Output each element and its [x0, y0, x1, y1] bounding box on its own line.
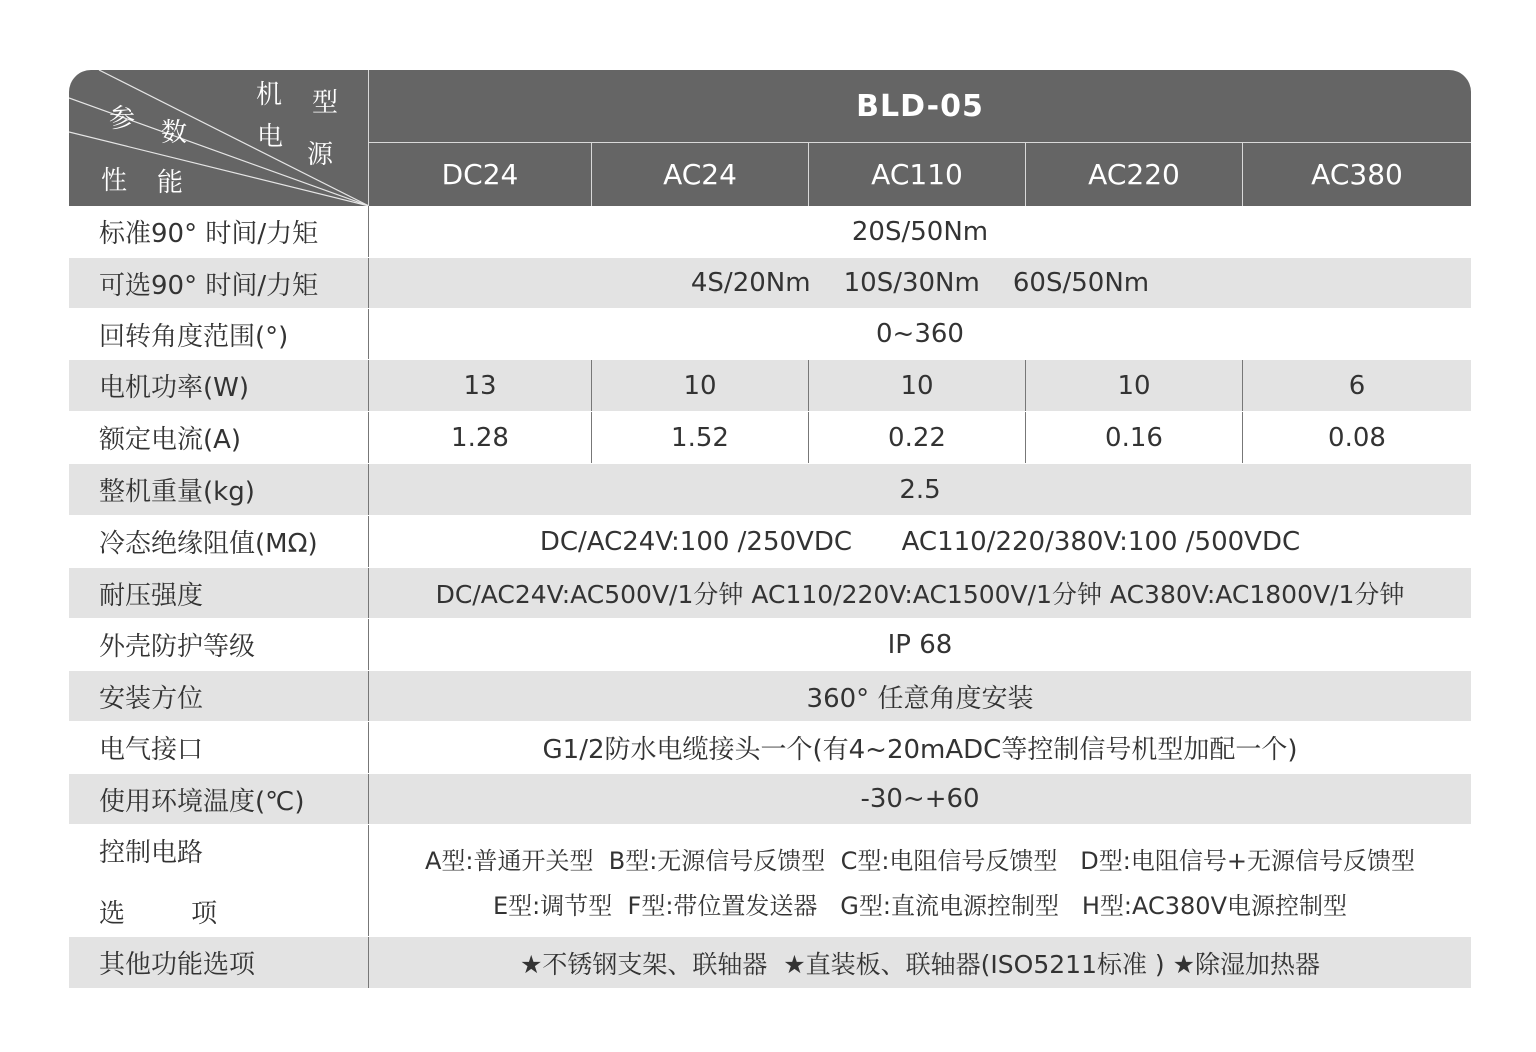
row-insulation	[69, 516, 1471, 568]
row-label: 标准90° 时间/力矩	[69, 206, 369, 257]
row-value: 360° 任意角度安装	[806, 683, 1034, 714]
table-header	[69, 70, 1471, 206]
corner-text-yuan: 源	[307, 140, 334, 170]
row-value: 4S/20Nm 10S/30Nm 60S/50Nm	[690, 268, 1150, 298]
row-protection-class	[69, 619, 1471, 671]
motor-power-dc24: 13	[369, 360, 592, 411]
row-rotation-angle	[69, 309, 1471, 360]
power-source-ac220: AC220	[1026, 143, 1243, 206]
row-cells	[369, 360, 1471, 411]
rated-current-ac220: 0.16	[1026, 412, 1243, 463]
row-weight	[69, 464, 1471, 516]
row-label: 电气接口	[69, 722, 369, 773]
row-optional-time	[69, 258, 1471, 309]
model-name: BLD-05	[856, 88, 984, 124]
row-withstand-voltage	[69, 568, 1471, 619]
row-electrical-interface	[69, 722, 1471, 774]
power-source-ac380: AC380	[1311, 158, 1403, 191]
row-label: 使用环境温度(℃)	[69, 774, 369, 824]
motor-power-ac24: 10	[592, 360, 809, 411]
row-value: DC/AC24V:100 /250VDC AC110/220/380V:100 /500VDC	[539, 526, 1301, 557]
row-cells	[369, 412, 1471, 463]
row-rated-current	[69, 412, 1471, 464]
row-label: 外壳防护等级	[69, 619, 369, 670]
corner-text-ji: 机	[256, 80, 283, 110]
row-label: 冷态绝缘阻值(MΩ)	[69, 516, 369, 567]
row-value: G1/2防水电缆接头一个(有4~20mADC等控制信号机型加配一个)	[542, 735, 1298, 765]
corner-text-neng: 能	[157, 168, 184, 198]
rated-current-dc24: 1.28	[369, 412, 592, 463]
rated-current-ac24: 1.52	[592, 412, 809, 463]
row-other-options	[69, 937, 1471, 989]
row-label: 可选90° 时间/力矩	[69, 258, 369, 308]
header-corner-cell	[69, 70, 369, 206]
row-value: ★不锈钢支架、联轴器 ★直装板、联轴器(ISO5211标准 ) ★除湿加热器	[519, 949, 1321, 979]
motor-power-ac220: 10	[1026, 360, 1243, 411]
power-source-ac24: AC24	[592, 143, 809, 206]
row-value: -30~+60	[860, 784, 980, 814]
rated-current-ac110: 0.22	[809, 412, 1026, 463]
row-label: 耐压强度	[69, 568, 369, 618]
motor-power-ac380: 6	[1348, 370, 1366, 401]
corner-text-xing: 型	[312, 88, 339, 118]
row-label: 电机功率(W)	[69, 360, 369, 411]
row-label: 整机重量(kg)	[69, 464, 369, 515]
power-source-ac110: AC110	[809, 143, 1026, 206]
row-label-line2: 选 项	[99, 898, 218, 929]
power-source-row	[369, 143, 1471, 206]
corner-text-xing2: 性	[101, 166, 128, 196]
control-options-line2: E型:调节型 F型:带位置发送器 G型:直流电源控制型 H型:AC380V电源控制型	[493, 891, 1347, 920]
row-label: 其他功能选项	[69, 937, 369, 988]
row-control-circuit	[69, 825, 1471, 937]
row-motor-power	[69, 360, 1471, 412]
row-value: 0~360	[876, 319, 964, 349]
row-value: 20S/50Nm	[851, 216, 989, 247]
row-label: 回转角度范围(°)	[69, 309, 369, 359]
row-label	[69, 825, 369, 936]
corner-text-shu: 数	[161, 118, 188, 148]
row-temperature	[69, 774, 1471, 825]
spec-table	[69, 70, 1471, 989]
row-value: 2.5	[899, 474, 941, 505]
row-value: IP 68	[887, 629, 953, 660]
control-options-line1: A型:普通开关型 B型:无源信号反馈型 C型:电阻信号反馈型 D型:电阻信号+无源信号反馈型	[425, 846, 1415, 875]
row-label: 安装方位	[69, 671, 369, 721]
row-mounting	[69, 671, 1471, 722]
power-source-dc24: DC24	[369, 143, 592, 206]
corner-text-dian: 电	[257, 122, 284, 152]
rated-current-ac380: 0.08	[1328, 422, 1386, 453]
row-standard-time	[69, 206, 1471, 258]
row-label: 额定电流(A)	[69, 412, 369, 463]
control-options	[369, 825, 1471, 936]
row-label-line1: 控制电路	[99, 837, 204, 868]
motor-power-ac110: 10	[809, 360, 1026, 411]
row-value: DC/AC24V:AC500V/1分钟 AC110/220V:AC1500V/1分钟 AC380V:AC1800V/1分钟	[435, 580, 1405, 609]
corner-text-can: 参	[109, 104, 136, 134]
